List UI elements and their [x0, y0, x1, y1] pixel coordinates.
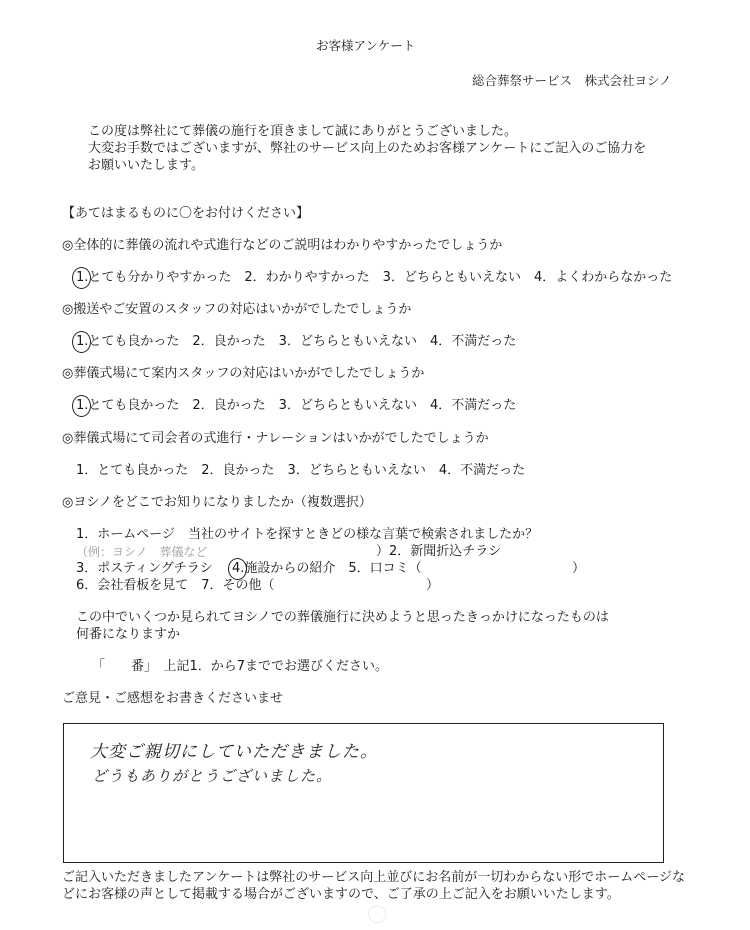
- question-2: ◎搬送やご安置のスタッフの対応はいかがでしたでしょうか: [62, 302, 412, 317]
- handwritten-comment-line-1: 大変ご親切にしていただきました。: [90, 742, 378, 762]
- question-4: ◎葬儀式場にて司会者の式進行・ナレーションはいかがでしたでしょうか: [62, 431, 489, 446]
- intro-line-1: この度は弊社にて葬儀の施行を頂きまして誠にありがとうございました。: [88, 124, 518, 139]
- selected-option-circle: 4.: [232, 561, 245, 576]
- question-5-line-2: ）2．新聞折込チラシ: [376, 544, 502, 559]
- question-6-line-2: 何番になりますか: [76, 627, 181, 642]
- question-1: ◎全体的に葬儀の流れや式進行などのご説明はわかりやすかったでしょうか: [62, 238, 503, 253]
- selected-option-circle: 1.: [76, 398, 89, 413]
- question-5-line-1: 1．ホームページ 当社のサイトを探すときどの様な言葉で検索されましたか？: [76, 527, 539, 542]
- question-5-line-3: [232, 561, 422, 577]
- question-3-options: [76, 398, 516, 414]
- options-text: とても良かった 2．良かった 3．どちらともいえない 4．不満だった: [88, 334, 517, 349]
- intro-line-3: お願いいたします。: [88, 158, 204, 173]
- options-text: 施設からの紹介 5．口コミ（: [244, 561, 422, 576]
- faint-logo-mark: [368, 905, 386, 923]
- company-name: 総合葬祭サービス 株式会社ヨシノ: [472, 73, 672, 88]
- comments-label: ご意見・ご感想をお書きくださいませ: [62, 691, 284, 706]
- options-text: とても良かった 2．良かった 3．どちらともいえない 4．不満だった: [88, 398, 517, 413]
- selected-option-circle: 1.: [76, 334, 89, 349]
- footer-line-2: どにお客様の声として掲載する場合がございますので、ご了承の上ご記入をお願いいたします。: [62, 887, 620, 902]
- selected-option-circle: 1.: [76, 270, 89, 285]
- handwritten-comment-line-2: どうもありがとうございました。: [92, 767, 333, 785]
- instruction: 【あてはまるものに〇をお付けください】: [62, 206, 310, 221]
- intro-line-2: 大変お手数ではございますが、弊社のサービス向上のためお客様アンケートにご記入のご協力を: [88, 141, 647, 156]
- question-1-options: [76, 270, 672, 286]
- question-3: ◎葬儀式場にて案内スタッフの対応はいかがでしたでしょうか: [62, 366, 425, 381]
- question-4-options: 1．とても良かった 2．良かった 3．どちらともいえない 4．不満だった: [76, 463, 526, 478]
- question-5-line-4: 6．会社看板を見て 7．その他（: [76, 578, 275, 593]
- question-6-line-1: この中でいくつか見られてヨシノでの葬儀施行に決めようと思ったきっかけになったものは: [76, 610, 609, 625]
- page-title: お客様アンケート: [316, 38, 416, 53]
- question-6-answer: 「 番」 上記1．から7まででお選びください。: [92, 659, 389, 674]
- footer-line-1: ご記入いただきましたアンケートは弊社のサービス向上並びにお名前が一切わからない形でホームページな: [62, 870, 685, 885]
- question-5-line-4-close: ）: [426, 578, 440, 593]
- question-5-line-3-close: ）: [572, 561, 586, 576]
- search-example: （例：ヨシノ 葬儀など: [76, 545, 208, 559]
- question-2-options: [76, 334, 516, 350]
- question-5: ◎ヨシノをどこでお知りになりましたか（複数選択）: [62, 495, 372, 510]
- question-5-line-3a: 3．ポスティングチラシ: [76, 561, 213, 576]
- options-text: とても分かりやすかった 2．わかりやすかった 3．どちらともいえない 4．よくわからなかった: [88, 270, 673, 285]
